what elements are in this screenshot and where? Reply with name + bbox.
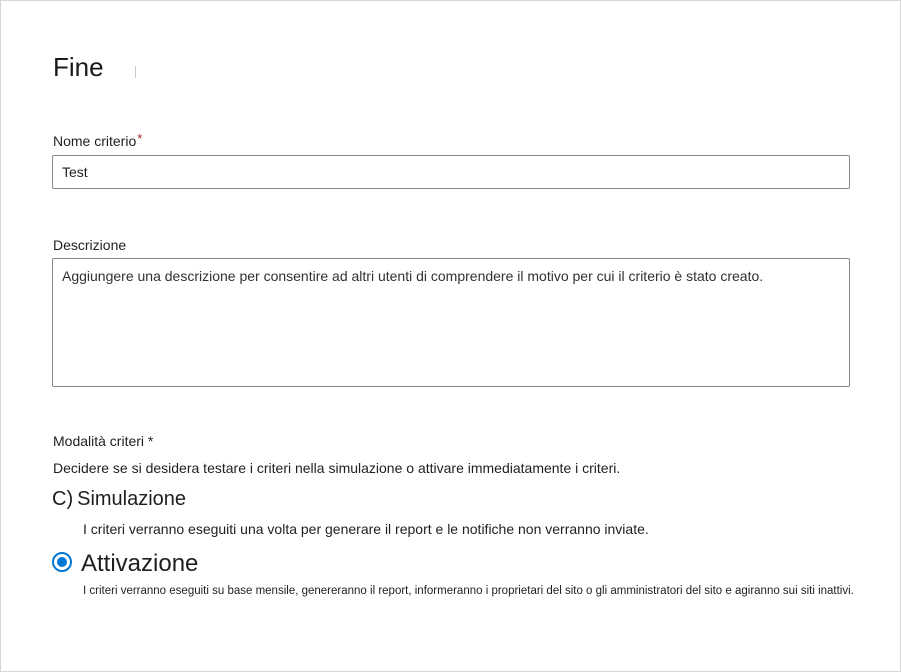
policy-name-label xyxy=(53,133,142,149)
activation-label[interactable]: Attivazione xyxy=(81,550,199,577)
text-caret xyxy=(135,66,136,78)
policy-name-label-text: Nome criterio xyxy=(53,133,137,149)
page-title: Fine xyxy=(53,52,104,82)
radio-dot xyxy=(57,557,67,567)
radio-option-activation[interactable] xyxy=(52,550,198,578)
radio-unselected-icon[interactable]: C) xyxy=(52,488,74,510)
simulation-description: I criteri verranno eseguiti una volta per generare il report e le notifiche non verranno inviate. xyxy=(83,521,649,537)
required-marker: * xyxy=(137,131,143,146)
policy-name-input[interactable] xyxy=(52,155,850,189)
radio-option-simulation[interactable] xyxy=(52,488,186,511)
simulation-label[interactable]: Simulazione xyxy=(77,488,187,510)
activation-description: I criteri verranno eseguiti su base mensile, genereranno il report, informeranno i proprietari del sito o gli amministratori del sito e agiranno sui siti inattivi. xyxy=(83,585,854,597)
description-label: Descrizione xyxy=(53,237,127,253)
policy-mode-hint: Decidere se si desidera testare i criteri nella simulazione o attivare immediatamente i criteri. xyxy=(53,460,621,476)
policy-mode-label: Modalità criteri * xyxy=(53,433,154,449)
radio-selected-icon[interactable] xyxy=(52,552,72,572)
description-textarea[interactable] xyxy=(52,258,850,387)
